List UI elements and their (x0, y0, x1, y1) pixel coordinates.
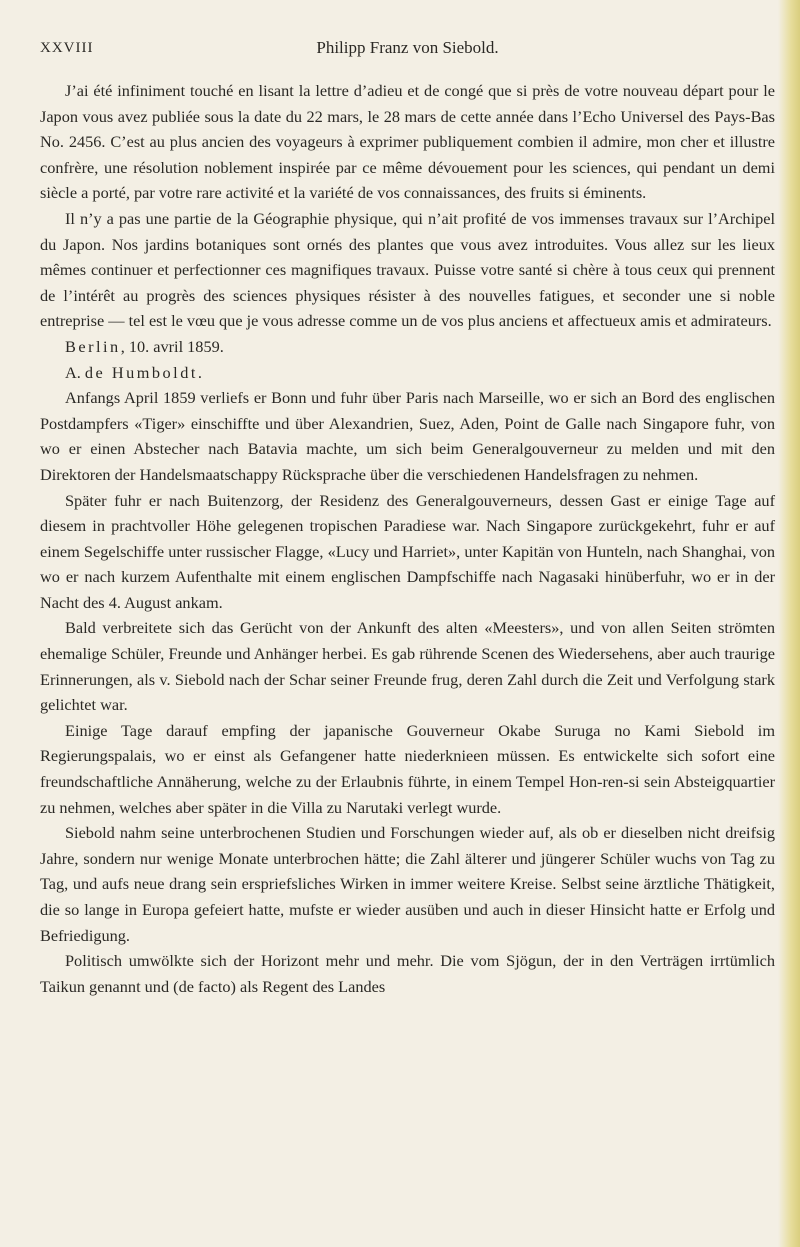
narrative-paragraph-6: Politisch umwölkte sich der Horizont mehr und mehr. Die vom Sjögun, der in den Verträgen irrtümlich Taikun genannt und (de facto) als Regent des Landes (40, 951, 775, 996)
page-number: XXVIII (40, 40, 94, 56)
narrative-paragraph-1: Anfangs April 1859 verliefs er Bonn und fuhr über Paris nach Marseille, wo er sich an Bord des englischen Postdampfers «Tiger» einschiffte und über Alexandrien, Suez, Aden, Point de Galle nach Singapore fuhr, von wo er einen Abstecher nach Batavia machte, um sich beim Generalgouverneur zu melden und mit den Direktoren der Handelsmaatschappy Rücksprache über die verschiedenen Handelsfragen zu nehmen. (40, 388, 775, 484)
narrative-paragraph-5: Siebold nahm seine unterbrochenen Studien und Forschungen wieder auf, als ob er dieselben nicht dreifsig Jahre, sondern nur wenige Monate unterbrochen hätte; die Zahl älterer und jüngerer Schüler wuchs von Tag zu Tag, und aufs neue drang sein erspriefsliches Wirken in immer weitere Kreise. Selbst seine ärztliche Thätigkeit, die so lange in Europa gefeiert hatte, mufste er wieder ausüben und auch in dieser Hinsicht hatte er Erfolg und Befriedigung. (40, 823, 775, 945)
narrative-paragraph-2: Später fuhr er nach Buitenzorg, der Residenz des Generalgouverneurs, dessen Gast er einige Tage auf diesem in prachtvoller Höhe gelegenen tropischen Paradiese war. Nach Singapore zurückgekehrt, fuhr er auf einem Segelschiffe unter russischer Flagge, «Lucy und Harriet», unter Kapitän von Hunteln, nach Shanghai, von wo er nach kurzem Aufenthalte mit einem englischen Dampfschiffe nach Nagasaki hinüberfuhr, wo er in der Nacht des 4. August ankam. (40, 490, 775, 612)
signature-name: de Humboldt. (84, 362, 205, 382)
book-page (40, 0, 775, 1247)
dateline-date: , 10. avril 1859. (120, 336, 224, 356)
running-head (40, 0, 775, 70)
letter-signature (40, 360, 775, 386)
letter-dateline (40, 334, 775, 360)
dateline-place: Berlin (65, 336, 121, 356)
narrative-paragraph-3: Bald verbreitete sich das Gerücht von der Ankunft des alten «Meesters», und von allen Seiten strömten ehemalige Schüler, Freunde und Anhänger herbei. Es gab rührende Scenen des Wiedersehens, aber auch traurige Erinnerungen, als v. Siebold nach der Schar seiner Freunde frug, deren Zahl durch die Zeit und Verfolgung stark gelichtet war. (40, 618, 775, 715)
narrative-paragraph-4: Einige Tage darauf empfing der japanische Gouverneur Okabe Suruga no Kami Siebold im Regierungspalais, wo er einst als Gefangener hatte niederknieen müssen. Es entwickelte sich sofort eine freundschaftliche Annäherung, welche zu der Erlaubnis führte, in einem Tempel Hon-ren-si sein Absteigquartier zu nehmen, welches aber später in die Villa zu Narutaki verlegt wurde. (40, 720, 775, 817)
letter-paragraph-2: Il n’y a pas une partie de la Géographie physique, qui n’ait profité de vos immenses travaux sur l’Archipel du Japon. Nos jardins botaniques sont ornés des plantes que vous avez introduites. Vous allez sur les lieux mêmes continuer et perfectionner ces magnifiques travaux. Puisse votre santé si chère à tous ceux qui prennent de l’intérêt au progrès des sciences physiques résister à des nouvelles fatigues, et seconder une si noble entreprise — tel est le vœu que je vous adresse comme un de vos plus anciens et affectueux amis et admirateurs. (40, 208, 775, 331)
running-title: Philipp Franz von Siebold. (316, 38, 499, 57)
letter-paragraph-1: J’ai été infiniment touché en lisant la lettre d’adieu et de congé que si près de votre nouveau départ pour le Japon vous avez publiée sous la date du 22 mars, le 28 mars de cette année dans l’Echo Universel des Pays-Bas No. 2456. C’est au plus ancien des voyageurs à exprimer publiquement combien il admire, mon cher et illustre confrère, une résolution noblement inspirée par ce même dévouement pour les sciences, qui pendant un demi siècle a porté, par votre rare activité et la variété de vos connaissances, des fruits si éminents. (40, 81, 775, 203)
signature-initial: A. (65, 362, 81, 382)
page-edge-shadow (778, 0, 800, 1247)
body-text (40, 78, 775, 999)
